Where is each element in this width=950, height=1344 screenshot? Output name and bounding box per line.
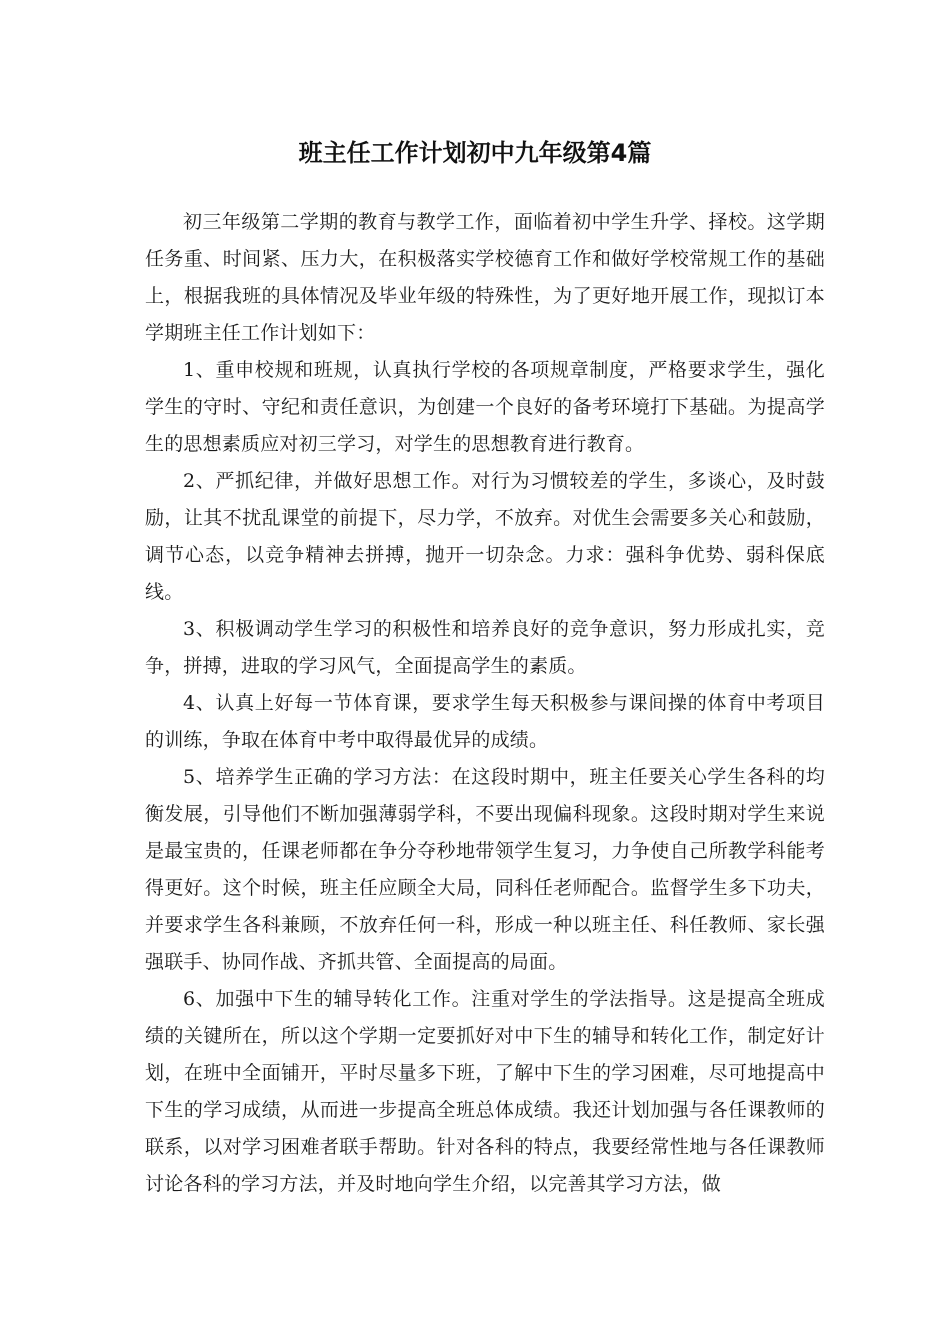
document-body bbox=[145, 204, 825, 1203]
document-title: 班主任工作计划初中九年级第4篇 bbox=[298, 139, 652, 167]
paragraph-item-6: 6、加强中下生的辅导转化工作。注重对学生的学法指导。这是提高全班成绩的关键所在，所以这个学期一定要抓好对中下生的辅导和转化工作，制定好计划，在班中全面铺开，平时尽量多下班，了解中下生的学习困难，尽可地提高中下生的学习成绩，从而进一步提高全班总体成绩。我还计划加强与各任课教师的联系，以对学习困难者联手帮助。针对各科的特点，我要经常性地与各任课教师讨论各科的学习方法，并及时地向学生介绍，以完善其学习方法，做 bbox=[145, 988, 825, 1195]
paragraph-intro: 初三年级第二学期的教育与教学工作，面临着初中学生升学、择校。这学期任务重、时间紧、压力大，在积极落实学校德育工作和做好学校常规工作的基础上，根据我班的具体情况及毕业年级的特殊性，为了更好地开展工作，现拟订本学期班主任工作计划如下： bbox=[145, 211, 825, 344]
paragraph-item-3: 3、积极调动学生学习的积极性和培养良好的竞争意识，努力形成扎实，竞争，拼搏，进取的学习风气，全面提高学生的素质。 bbox=[145, 618, 825, 677]
paragraph-item-5: 5、培养学生正确的学习方法：在这段时期中，班主任要关心学生各科的均衡发展，引导他们不断加强薄弱学科，不要出现偏科现象。这段时期对学生来说是最宝贵的，任课老师都在争分夺秒地带领学生复习，力争使自己所教学科能考得更好。这个时候，班主任应顾全大局，同科任老师配合。监督学生多下功夫，并要求学生各科兼顾，不放弃任何一科，形成一种以班主任、科任教师、家长强强联手、协同作战、齐抓共管、全面提高的局面。 bbox=[145, 766, 825, 973]
paragraph-item-2: 2、严抓纪律，并做好思想工作。对行为习惯较差的学生，多谈心，及时鼓励，让其不扰乱课堂的前提下，尽力学，不放弃。对优生会需要多关心和鼓励，调节心态，以竞争精神去拼搏，抛开一切杂念。力求：强科争优势、弱科保底线。 bbox=[145, 470, 825, 603]
paragraph-item-1: 1、重申校规和班规，认真执行学校的各项规章制度，严格要求学生，强化学生的守时、守纪和责任意识，为创建一个良好的备考环境打下基础。为提高学生的思想素质应对初三学习，对学生的思想教育进行教育。 bbox=[145, 359, 825, 455]
paragraph-item-4: 4、认真上好每一节体育课，要求学生每天积极参与课间操的体育中考项目的训练，争取在体育中考中取得最优异的成绩。 bbox=[145, 692, 825, 751]
